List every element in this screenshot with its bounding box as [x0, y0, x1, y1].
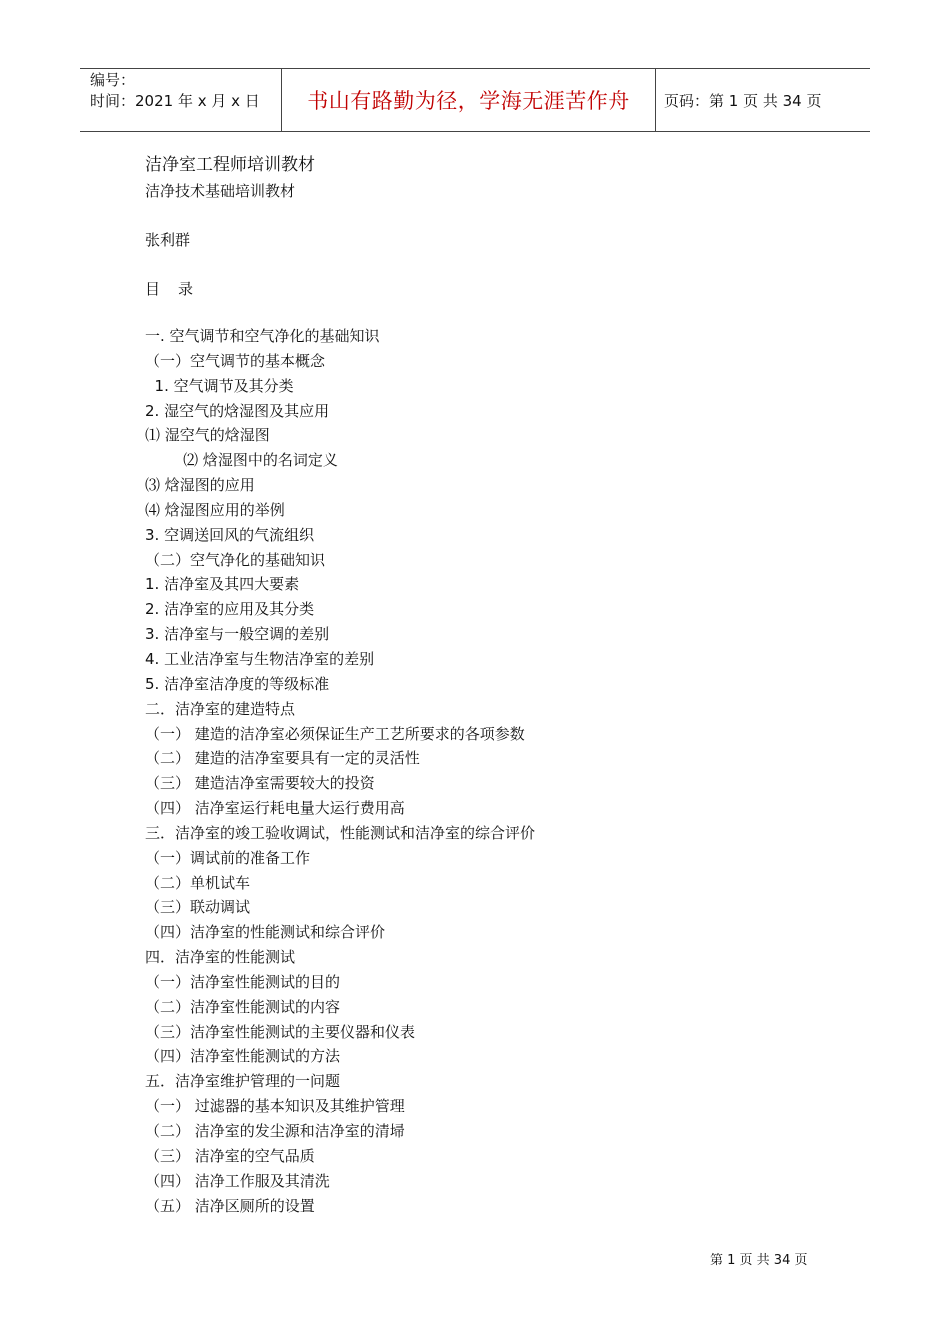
toc-item: （一） 过滤器的基本知识及其维护管理 [145, 1097, 405, 1116]
toc-item: （四）洁净室的性能测试和综合评价 [145, 923, 386, 942]
toc-item: 1. 空气调节及其分类 [145, 376, 294, 395]
toc-item: （一）洁净室性能测试的目的 [145, 972, 341, 991]
toc-item: （三） 洁净室的空气品质 [145, 1146, 315, 1165]
document-body [145, 152, 845, 1218]
toc-item: （二）洁净室性能测试的内容 [145, 997, 341, 1016]
page-header [80, 68, 870, 132]
header-page-cell [664, 69, 870, 131]
toc-item: （二）单机试车 [145, 873, 251, 892]
toc-item: 四．洁净室的性能测试 [145, 948, 296, 967]
header-meta [90, 69, 280, 132]
toc-item: （二） 洁净室的发尘源和洁净室的清埽 [145, 1122, 405, 1140]
toc-item: （一）空气调节的基本概念 [145, 351, 326, 370]
document-time-label: 时间：2021 年 x 月 x 日 [90, 92, 260, 110]
toc-item: ⑷ 焓湿图应用的举例 [145, 500, 285, 519]
document-title: 洁净室工程师培训教材 [145, 155, 315, 175]
toc-item: 2. 湿空气的焓湿图及其应用 [145, 401, 330, 420]
document-number-label: 编号： [90, 71, 136, 89]
toc-item: 1. 洁净室及其四大要素 [145, 575, 300, 594]
toc-item: 三．洁净室的竣工验收调试，性能测试和洁净室的综合评价 [145, 823, 536, 842]
toc-item: 2. 洁净室的应用及其分类 [145, 600, 315, 619]
header-motto-cell [281, 69, 656, 131]
toc-item: 二．洁净室的建造特点 [145, 699, 296, 718]
toc-item: 4. 工业洁净室与生物洁净室的差别 [145, 649, 375, 668]
header-motto: 书山有路勤为径，学海无涯苦作舟 [307, 89, 630, 113]
toc-item: 3. 空调送回风的气流组织 [145, 525, 315, 544]
toc-item: （三）洁净室性能测试的主要仪器和仪表 [145, 1022, 416, 1041]
page-footer: 第 1 页 共 34 页 [710, 1253, 808, 1268]
toc-item: （一）调试前的准备工作 [145, 848, 311, 867]
toc-item: ⑶ 焓湿图的应用 [145, 476, 255, 495]
toc-item: 5. 洁净室洁净度的等级标准 [145, 674, 330, 693]
toc-item: （三）联动调试 [145, 898, 251, 917]
toc-item: （四）洁净室性能测试的方法 [145, 1047, 341, 1066]
toc-item: 一. 空气调节和空气净化的基础知识 [145, 327, 380, 345]
header-page-info: 页码：第 1 页 共 34 页 [664, 91, 822, 110]
toc-item: 3. 洁净室与一般空调的差别 [145, 625, 330, 644]
toc-item: （五） 洁净区厕所的设置 [145, 1196, 315, 1215]
toc-heading: 目录 [145, 280, 212, 298]
toc-item: （二）空气净化的基础知识 [145, 550, 326, 569]
table-of-contents [145, 324, 845, 1218]
toc-item: ⑴ 湿空气的焓湿图 [145, 426, 270, 445]
toc-item: 五．洁净室维护管理的一问题 [145, 1072, 341, 1091]
document-author: 张利群 [145, 231, 191, 249]
toc-item: （一） 建造的洁净室必须保证生产工艺所要求的各项参数 [145, 724, 525, 743]
toc-item: （三） 建造洁净室需要较大的投资 [145, 774, 375, 793]
toc-item: （四） 洁净室运行耗电量大运行费用高 [145, 799, 405, 818]
toc-item: ⑵ 焓湿图中的名词定义 [145, 451, 338, 470]
toc-item: （二） 建造的洁净室要具有一定的灵活性 [145, 749, 420, 768]
toc-item: （四） 洁净工作服及其清洗 [145, 1171, 330, 1190]
document-subtitle: 洁净技术基础培训教材 [145, 182, 296, 200]
